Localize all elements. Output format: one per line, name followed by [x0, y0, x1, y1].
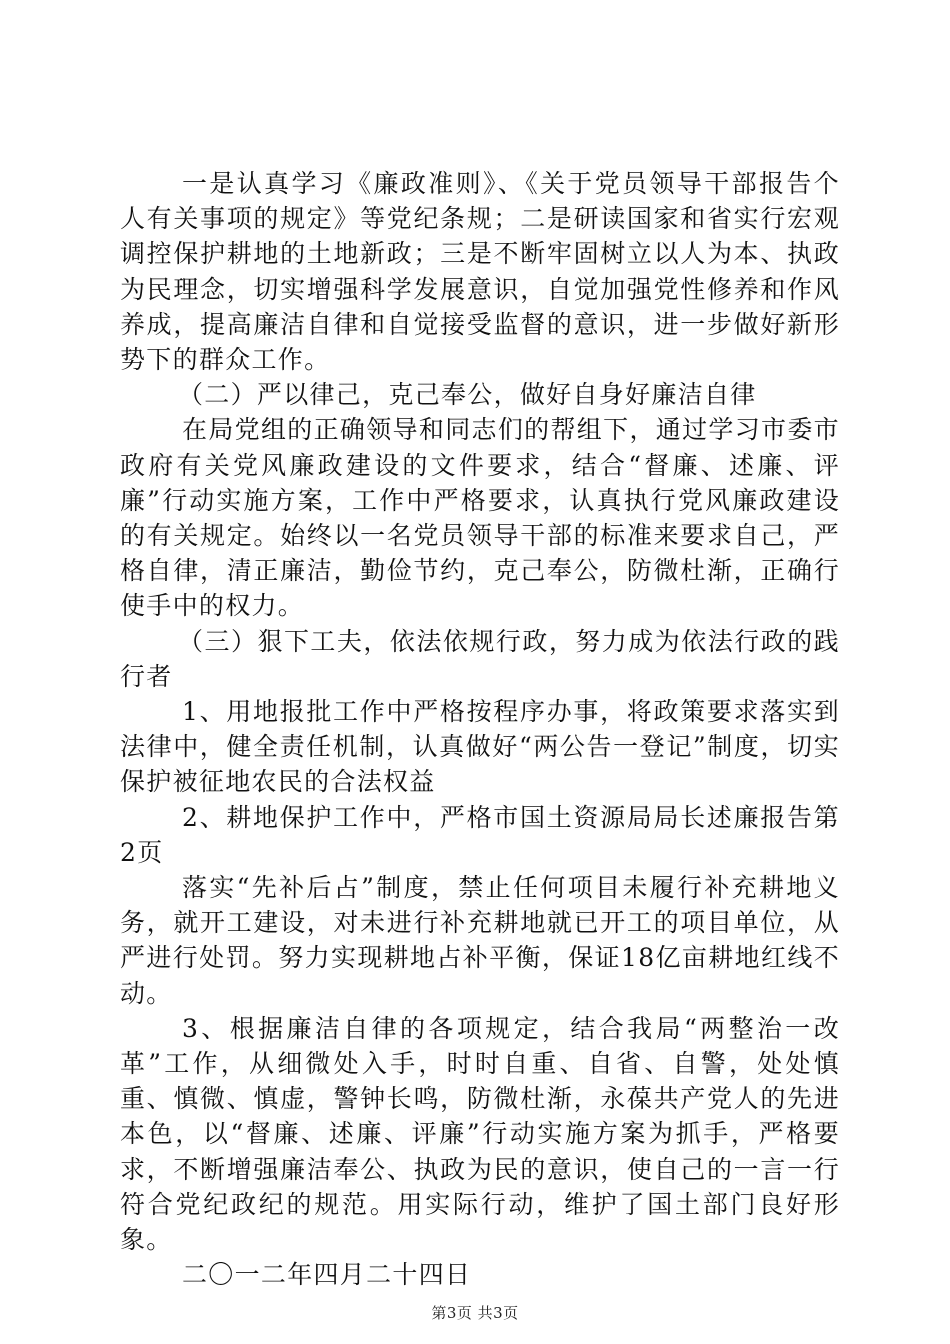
paragraph-item-2: 2、耕地保护工作中，严格市国土资源局局长述廉报告第2页 [120, 802, 840, 867]
document-body [120, 166, 840, 1293]
page-footer: 第3页 共3页 [431, 1304, 519, 1322]
section-heading-2: （二）严以律己，克己奉公，做好自身好廉洁自律 [178, 380, 757, 410]
section-heading-3: （三）狠下工夫，依法依规行政，努力成为依法行政的践行者 [120, 626, 840, 691]
paragraph-study-regulations: 一是认真学习《廉政准则》、《关于党员领导干部报告个人有关事项的规定》等党纪条规；二是研读国家和省实行宏观调控保护耕地的土地新政；三是不断牢固树立以人为本、执政为民理念，切实增强科学发展意识，自觉加强党性修养和作风养成，提高廉洁自律和自觉接受监督的意识，进一步做好新形势下的群众工作。 [120, 169, 840, 375]
paragraph-self-discipline: 在局党组的正确领导和同志们的帮组下，通过学习市委市政府有关党风廉政建设的文件要求，结合“督廉、述廉、评廉”行动实施方案，工作中严格要求，认真执行党风廉政建设的有关规定。始终以一名党员领导干部的标准来要求自己，严格自律，清正廉洁，勤俭节约，克己奉公，防微杜渐，正确行使手中的权力。 [120, 415, 840, 621]
paragraph-item-1: 1、用地报批工作中严格按程序办事，将政策要求落实到法律中，健全责任机制，认真做好“两公告一登记”制度，切实保护被征地农民的合法权益 [120, 697, 840, 797]
paragraph-farmland-balance: 落实“先补后占”制度，禁止任何项目未履行补充耕地义务，就开工建设，对未进行补充耕地就已开工的项目单位，从严进行处罚。努力实现耕地占补平衡，保证18亿亩耕地红线不动。 [120, 873, 840, 1008]
paragraph-item-3: 3、根据廉洁自律的各项规定，结合我局“两整治一改革”工作，从细微处入手，时时自重、自省、自警，处处慎重、慎微、慎虚，警钟长鸣，防微杜渐，永葆共产党人的先进本色，以“督廉、述廉、评廉”行动实施方案为抓手，严格要求，不断增强廉洁奉公、执政为民的意识，使自己的一言一行符合党纪政纪的规范。用实际行动，维护了国土部门良好形象。 [120, 1013, 840, 1255]
document-date: 二〇一二年四月二十四日 [182, 1260, 472, 1290]
